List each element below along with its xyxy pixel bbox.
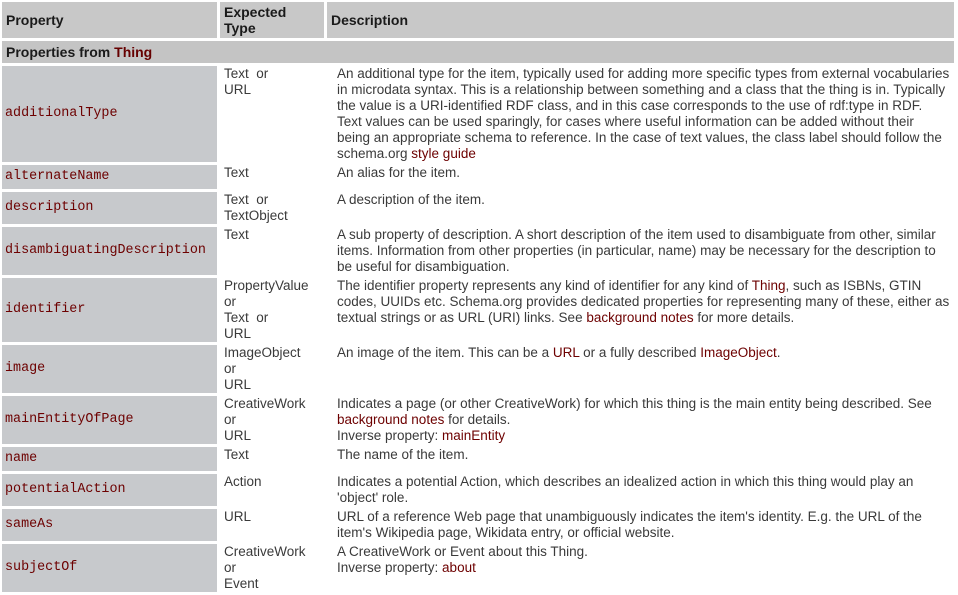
type-link[interactable]: CreativeWork xyxy=(224,544,306,559)
or-separator: or xyxy=(224,560,237,575)
expected-types xyxy=(220,345,324,393)
type-link[interactable]: ImageObject xyxy=(224,345,301,360)
expected-types xyxy=(220,544,324,592)
description-cell: An alias for the item. xyxy=(337,165,461,180)
description-cell: A description of the item. xyxy=(337,192,485,207)
type-link[interactable]: URL xyxy=(224,326,252,341)
property-row xyxy=(2,474,954,506)
inverse-label: Inverse property: xyxy=(337,428,443,443)
background-notes-link[interactable]: background notes xyxy=(337,412,445,427)
property-name-link[interactable]: mainEntityOfPage xyxy=(2,396,217,444)
expected-types xyxy=(220,66,324,162)
inverse-property xyxy=(337,428,950,444)
type-link[interactable]: URL xyxy=(224,82,252,97)
imageobject-link[interactable]: ImageObject xyxy=(700,345,777,360)
type-link[interactable]: URL xyxy=(224,377,252,392)
description-text: A CreativeWork or Event about this Thing. xyxy=(337,544,588,559)
type-link[interactable]: Text xyxy=(224,227,249,242)
property-row xyxy=(2,396,954,444)
background-notes-link[interactable]: background notes xyxy=(586,310,694,325)
description-cell: Indicates a potential Action, which describes an idealized action in which this thing would play an 'object' role. xyxy=(337,474,914,505)
group-heading xyxy=(2,41,954,63)
property-name-link[interactable]: sameAs xyxy=(2,509,217,541)
property-name-link[interactable]: subjectOf xyxy=(2,544,217,592)
or-separator: or xyxy=(256,66,269,81)
property-row xyxy=(2,66,954,162)
expected-types xyxy=(220,509,324,541)
property-row xyxy=(2,165,954,189)
description-cell xyxy=(327,278,954,342)
expected-types xyxy=(220,165,324,189)
description-cell xyxy=(327,544,954,592)
type-link[interactable]: URL xyxy=(224,509,252,524)
or-separator: or xyxy=(224,412,237,427)
property-row xyxy=(2,345,954,393)
inverse-label: Inverse property: xyxy=(337,560,443,575)
description-cell xyxy=(327,396,954,444)
description-cell: The name of the item. xyxy=(337,447,469,462)
type-link[interactable]: CreativeWork xyxy=(224,396,306,411)
description-cell: A sub property of description. A short description of the item used to disambiguate from other, similar items. Information from other properties (in particular, name) may be necessary for the description to be useful for disambiguation. xyxy=(337,227,936,274)
expected-types xyxy=(220,474,324,506)
header-expected-type: Expected Type xyxy=(220,2,324,38)
description-text: Indicates a page (or other CreativeWork) for which this thing is the main entity being described. See xyxy=(337,396,932,411)
property-row xyxy=(2,192,954,224)
expected-types xyxy=(220,227,324,275)
type-link[interactable]: Text xyxy=(224,66,249,81)
description-text: or a fully described xyxy=(579,345,701,360)
style-guide-link[interactable]: style guide xyxy=(411,146,476,161)
property-row xyxy=(2,227,954,275)
thing-link[interactable]: Thing xyxy=(751,278,786,293)
description-cell xyxy=(327,66,954,162)
property-name-link[interactable]: name xyxy=(2,447,217,471)
description-text: for more details. xyxy=(693,310,795,325)
type-link[interactable]: TextObject xyxy=(224,208,288,223)
header-row xyxy=(2,2,954,38)
expected-types xyxy=(220,278,324,342)
inverse-property xyxy=(337,560,950,576)
description-text: The identifier property represents any kind of identifier for any kind of xyxy=(337,278,752,293)
type-link[interactable]: URL xyxy=(224,428,252,443)
property-name-link[interactable]: potentialAction xyxy=(2,474,217,506)
property-name-link[interactable]: additionalType xyxy=(2,66,217,162)
group-row xyxy=(2,41,954,63)
type-link[interactable]: Text xyxy=(224,192,249,207)
expected-types xyxy=(220,192,324,224)
description-text: , such as ISBNs, GTIN codes, UUIDs etc. Schema.org provides dedicated properties for representing many of these, either as textual strings or as URL (URI) links. See xyxy=(337,278,950,325)
expected-types xyxy=(220,447,324,471)
description-cell: URL of a reference Web page that unambiguously indicates the item's identity. E.g. the URL of the item's Wikipedia page, Wikidata entry, or official website. xyxy=(337,509,922,540)
header-description: Description xyxy=(327,2,954,38)
type-link[interactable]: Text xyxy=(224,310,249,325)
type-link[interactable]: Action xyxy=(224,474,262,489)
or-separator: or xyxy=(224,361,237,376)
property-name-link[interactable]: image xyxy=(2,345,217,393)
type-link[interactable]: Text xyxy=(224,447,249,462)
property-row xyxy=(2,278,954,342)
type-link[interactable]: Event xyxy=(224,576,259,591)
url-link[interactable]: URL xyxy=(552,345,580,360)
description-text: An image of the item. This can be a xyxy=(337,345,553,360)
property-row xyxy=(2,447,954,471)
inverse-property-link[interactable]: mainEntity xyxy=(442,428,506,443)
description-text: for details. xyxy=(444,412,511,427)
property-name-link[interactable]: identifier xyxy=(2,278,217,342)
type-link[interactable]: PropertyValue xyxy=(224,278,309,293)
or-separator: or xyxy=(256,310,269,325)
type-link[interactable]: Text xyxy=(224,165,249,180)
group-prefix: Properties from xyxy=(6,44,115,60)
inverse-property-link[interactable]: about xyxy=(442,560,476,575)
property-row xyxy=(2,544,954,592)
expected-types xyxy=(220,396,324,444)
description-cell xyxy=(327,345,954,393)
property-name-link[interactable]: alternateName xyxy=(2,165,217,189)
group-type-link[interactable]: Thing xyxy=(114,44,153,60)
or-separator: or xyxy=(256,192,269,207)
or-separator: or xyxy=(224,294,237,309)
header-property: Property xyxy=(2,2,217,38)
description-text: . xyxy=(776,345,781,360)
property-name-link[interactable]: description xyxy=(2,192,217,224)
property-row xyxy=(2,509,954,541)
description-text: An additional type for the item, typically used for adding more specific types from external vocabularies in microdata syntax. This is a relationship between something and a class that the thing is in. Typically the value is a URI-identified RDF class, and in this case corresponds to the use of rdf:type in RDF. Text values can be used sparingly, for cases where useful information can be added without their being an appropriate schema to reference. In the case of text values, the class label should follow the schema.org xyxy=(337,66,950,161)
property-name-link[interactable]: disambiguatingDescription xyxy=(2,227,217,275)
